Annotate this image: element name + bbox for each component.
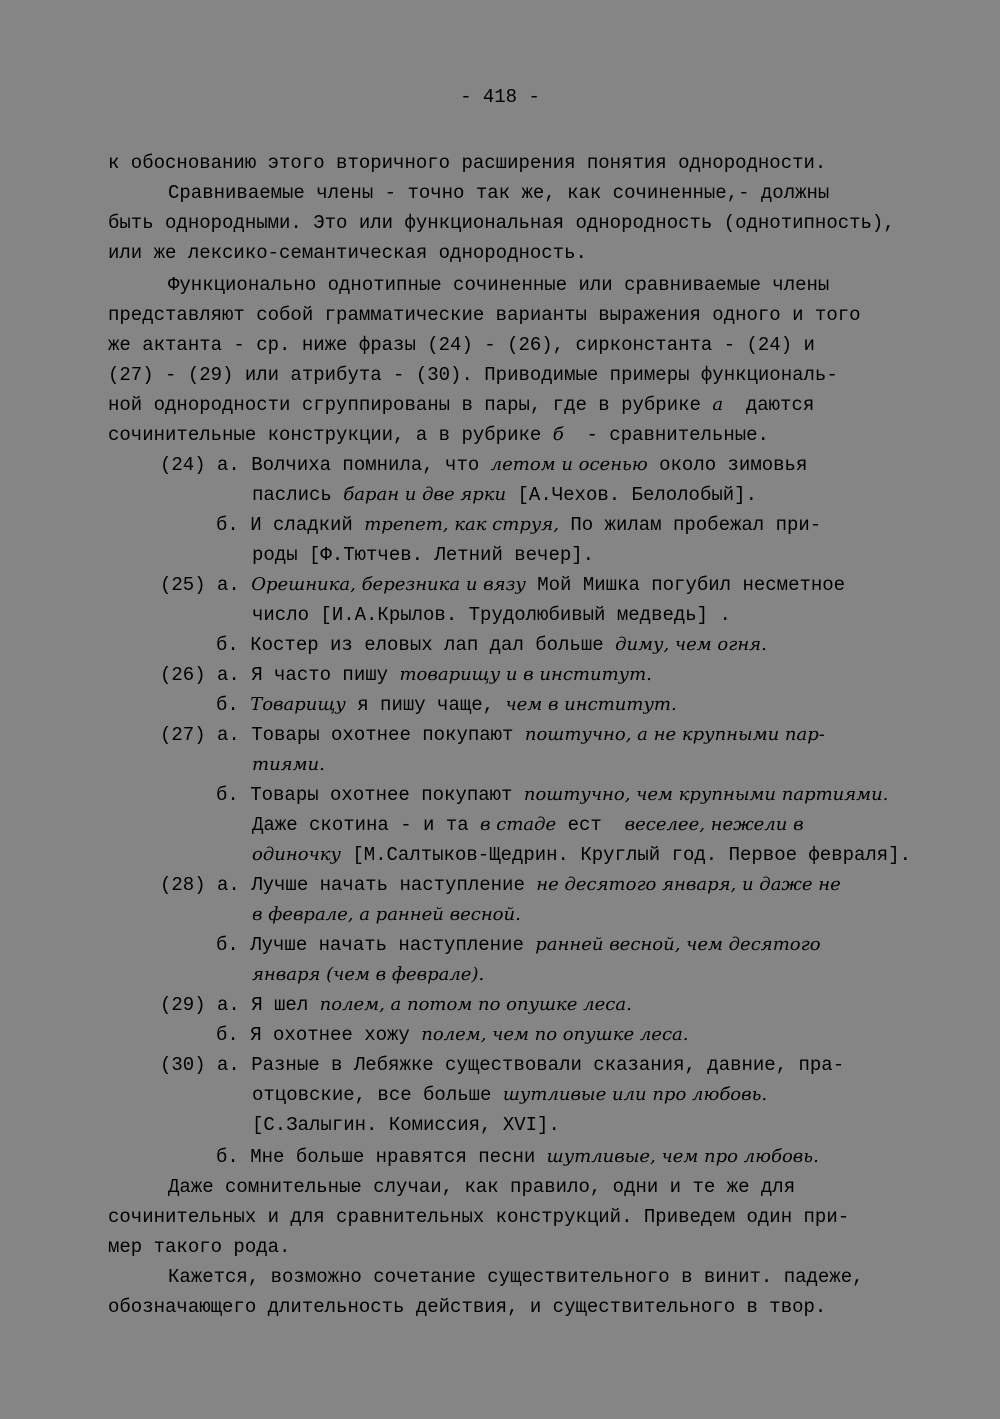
italic-span: поштучно, а не крупными пар- — [524, 724, 825, 745]
text-span: (29) а. Я шел — [160, 994, 320, 1016]
text-line — [160, 720, 825, 750]
text-span: б. Лучше начать наступление — [216, 934, 536, 956]
text-line — [168, 178, 829, 208]
text-span: [С.Залыгин. Комиссия, XVI]. — [252, 1114, 560, 1136]
text-span: отцовские, все больше — [252, 1084, 503, 1106]
text-span: мер такого рода. — [108, 1236, 291, 1258]
text-span: даются — [723, 394, 815, 416]
text-span: ест — [556, 814, 625, 836]
text-line — [108, 390, 814, 420]
text-span: паслись — [252, 484, 344, 506]
text-line — [108, 1292, 826, 1322]
page-number: - 418 - — [460, 86, 540, 108]
italic-span: летом и осенью — [490, 454, 648, 475]
text-line — [108, 360, 838, 390]
text-span: б. — [216, 694, 251, 716]
text-span: (30) а. Разные в Лебяжке существовали сказания, давние, пра- — [160, 1054, 845, 1076]
italic-span: б — [552, 424, 564, 445]
italic-span: не десятого января, и даже не — [536, 874, 841, 895]
italic-span: товарищу и в институт. — [399, 664, 652, 685]
text-span: я пишу чаще, — [345, 694, 506, 716]
italic-span: трепет, как струя, — [364, 514, 559, 535]
text-span: б. Костер из еловых лап дал больше — [216, 634, 616, 656]
text-span: Даже сомнительные случаи, как правило, одни и те же для — [168, 1176, 796, 1198]
italic-span: веселее, нежели в — [624, 814, 804, 835]
text-span: Кажется, возможно сочетание существительного в винит. падеже, — [168, 1266, 864, 1288]
text-line — [252, 750, 325, 780]
text-line — [108, 148, 826, 178]
text-span: Мой Мишка погубил несметное — [525, 574, 846, 596]
text-line — [168, 270, 829, 300]
text-span: б. Товары охотнее покупают — [216, 784, 524, 806]
text-line — [108, 1232, 290, 1262]
text-span: число [И.А.Крылов. Трудолюбивый медведь] . — [252, 604, 731, 626]
text-line — [160, 660, 652, 690]
text-line — [108, 1202, 849, 1232]
text-line — [252, 1110, 560, 1140]
italic-span: поштучно, чем крупными партиями. — [523, 784, 889, 805]
text-span: или же лексико-семантическая однородность. — [108, 242, 587, 264]
italic-span: баран и две ярки — [343, 484, 507, 505]
text-line — [252, 540, 594, 570]
text-line — [252, 960, 484, 990]
text-span: б. Я охотнее хожу — [216, 1024, 422, 1046]
text-line — [216, 1142, 819, 1172]
text-span: [А.Чехов. Белолобый]. — [506, 484, 757, 506]
text-span: (25) а. — [160, 574, 252, 596]
italic-span: диму, чем огня. — [615, 634, 767, 655]
text-line — [216, 630, 767, 660]
text-span: По жилам пробежал при- — [558, 514, 822, 536]
text-line — [168, 1172, 795, 1202]
text-span: (24) а. Волчиха помнила, что — [160, 454, 491, 476]
italic-span: а — [712, 394, 724, 415]
text-span: (28) а. Лучше начать наступление — [160, 874, 537, 896]
text-span: (27) а. Товары охотнее покупают — [160, 724, 525, 746]
text-line — [108, 420, 769, 450]
text-line — [168, 1262, 864, 1292]
text-span: около зимовья — [647, 454, 808, 476]
text-line — [252, 900, 521, 930]
text-span: Даже скотина - и та — [252, 814, 481, 836]
text-line — [252, 1080, 767, 1110]
italic-span: чем в институт. — [505, 694, 677, 715]
italic-span: полем, чем по опушке леса. — [421, 1024, 689, 1045]
text-span: Функционально однотипные сочиненные или сравниваемые члены — [168, 274, 830, 296]
italic-span: в феврале, а ранней весной. — [252, 904, 521, 925]
text-line — [252, 600, 731, 630]
text-span: [М.Салтыков-Щедрин. Круглый год. Первое февраля]. — [340, 844, 912, 866]
text-line — [252, 840, 911, 870]
text-line — [160, 570, 845, 600]
text-span: обозначающего длительность действия, и существительного в твор. — [108, 1296, 827, 1318]
text-line — [160, 990, 632, 1020]
text-span: - сравнительные. — [563, 424, 769, 446]
text-span: Сравниваемые члены - точно так же, как сочиненные,- должны — [168, 182, 830, 204]
italic-span: ранней весной, чем десятого — [535, 934, 821, 955]
text-span: сочинительных и для сравнительных конструкций. Приведем один при- — [108, 1206, 850, 1228]
text-span: (26) а. Я часто пишу — [160, 664, 400, 686]
text-span: (27) - (29) или атрибута - (30). Приводимые примеры функциональ- — [108, 364, 838, 386]
italic-span: тиями. — [252, 754, 325, 775]
text-span: сочинительные конструкции, а в рубрике — [108, 424, 553, 446]
text-span: представляют собой грамматические варианты выражения одного и того — [108, 304, 861, 326]
text-line — [216, 930, 821, 960]
text-span: ной однородности сгруппированы в пары, где в рубрике — [108, 394, 713, 416]
text-line — [216, 690, 677, 720]
text-line — [216, 1020, 688, 1050]
text-line — [252, 480, 757, 510]
text-span: же актанта - ср. ниже фразы (24) - (26), сирконстанта - (24) и — [108, 334, 815, 356]
italic-span: Товарищу — [250, 694, 346, 715]
text-line — [108, 208, 895, 238]
text-line — [216, 780, 888, 810]
text-span: роды [Ф.Тютчев. Летний вечер]. — [252, 544, 595, 566]
text-line — [252, 810, 804, 840]
text-line — [108, 238, 587, 268]
text-line — [216, 510, 821, 540]
text-line — [160, 450, 807, 480]
text-span: б. И сладкий — [216, 514, 365, 536]
italic-span: одиночку — [252, 844, 341, 865]
italic-span: января (чем в феврале). — [252, 964, 485, 985]
italic-span: Орешника, березника и вязу — [251, 574, 526, 595]
text-line — [160, 1050, 844, 1080]
text-line — [108, 300, 861, 330]
text-span: быть однородными. Это или функциональная однородность (однотипность), — [108, 212, 895, 234]
text-line — [108, 330, 815, 360]
text-line — [160, 870, 841, 900]
italic-span: в стаде — [480, 814, 557, 835]
text-span: к обоснованию этого вторичного расширения понятия однородности. — [108, 152, 827, 174]
italic-span: полем, а потом по опушке леса. — [319, 994, 632, 1015]
italic-span: шутливые или про любовь. — [502, 1084, 768, 1105]
italic-span: шутливые, чем про любовь. — [546, 1146, 819, 1167]
text-span: б. Мне больше нравятся песни — [216, 1146, 547, 1168]
